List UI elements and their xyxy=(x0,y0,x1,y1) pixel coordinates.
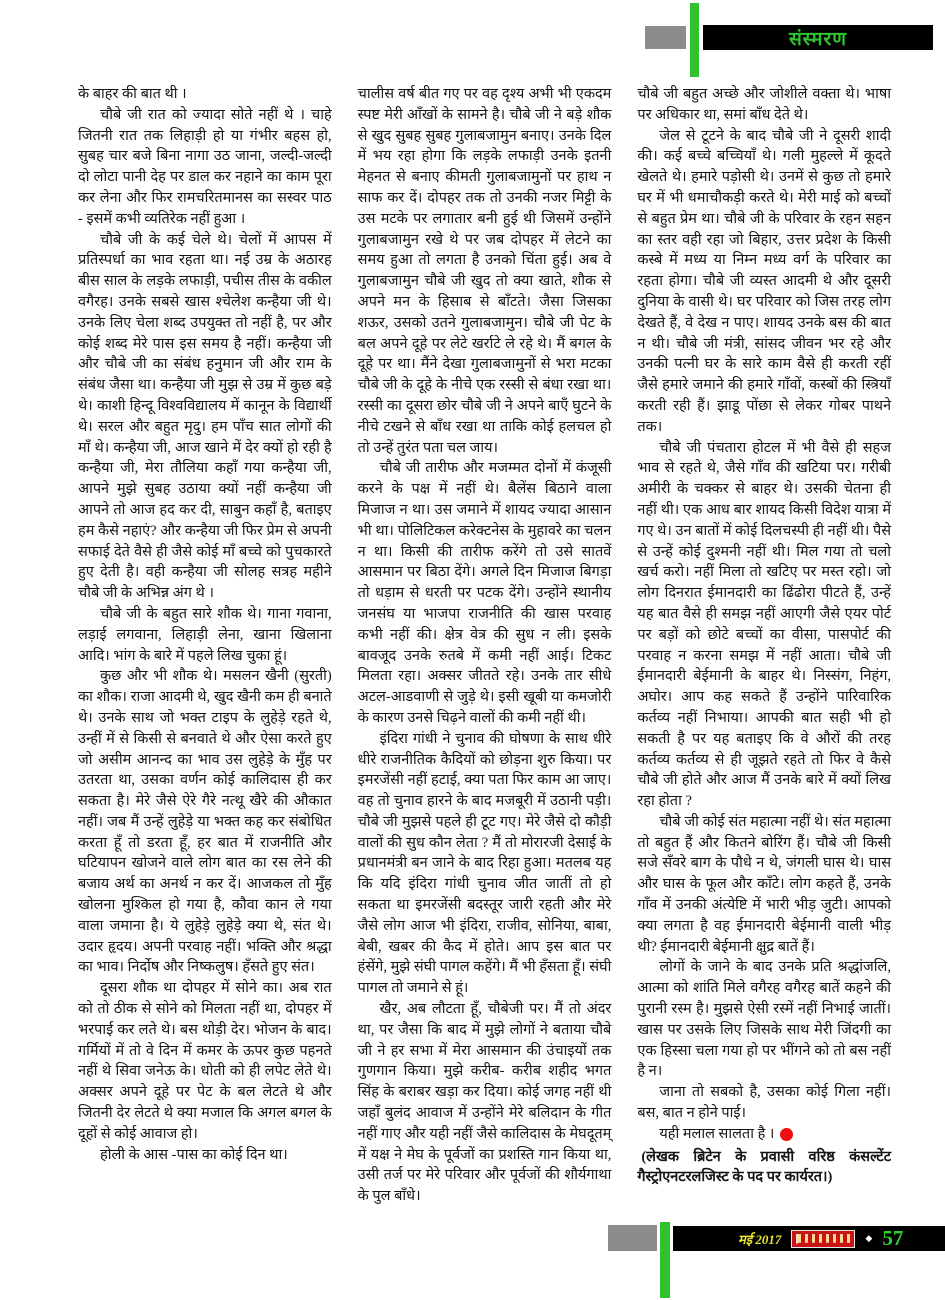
header-gray-block xyxy=(645,26,686,49)
page-number: 57 xyxy=(882,1226,904,1250)
issue-date: मई 2017 xyxy=(738,1231,782,1247)
paragraph: चौबे जी पंचतारा होटल में भी वैसे ही सहज भाव से रहते थे, जैसे गाँव की खटिया पर। गरीबी अमीरी के चक्कर से बाहर थे। उसकी चेतना ही नहीं थी। एक आध बार शायद किसी विदेश यात्रा में गए थे। उन बातों में कोई दिलचस्पी ही नहीं थी। पैसे से उन्हें कोई दुश्मनी नहीं थी। मिल गया तो चलो खर्च करो। नहीं मिला तो खटिए पर मस्त रहो। जो लोग दिनरात ईमानदारी का ढिंढोरा पीटते हैं, उन्हें यह बात वैसे ही समझ नहीं आएगी जैसे एयर पोर्ट पर बड़ों को छोटे बच्चों का वीसा, पासपोर्ट की परवाह न करना समझ में नहीं आता। चौबे जी ईमानदारी बेईमानी के बाहर थे। निस्संग, निहंग, अघोर। आप कह सकते हैं उन्होंने पारिवारिक कर्तव्य नहीं निभाया। आपकी बात सही भी हो सकती है पर यह बताइए कि वे औरों की तरह कर्तव्य कर्तव्य से ही जूझते रहते तो फिर वे कैसे चौबे जी होते और आज मैं उनके बारे में क्यों लिख रहा होता ? xyxy=(637,439,892,810)
diamond-separator-icon: ◆ xyxy=(865,1233,873,1243)
paragraph: चौबे जी के कई चेले थे। चेलों में आपस में प्रतिस्पर्धा का भाव रहता था। नई उम्र के अठारह बीस साल के लड़के लफाड़ी, पचीस तीस के वकील वगैरह। उनके सबसे खास श्चेलेश कन्हैया जी थे। उनके लिए चेला शब्द उपयुक्त तो नहीं है, पर और कोई शब्द मेरे पास इस समय है नहीं। कन्हैया जी और चौबे जी का संबंध हनुमान जी और राम के संबंध जैसा था। कन्हैया जी मुझ से उम्र में कुछ बड़े थे। काशी हिन्दू विश्वविद्यालय में कानून के विद्यार्थी थे। सरल और बहुत मृदु। हम पाँच सात लोगों की माँ थे। कन्हैया जी, आज खाने में देर क्यों हो रही है कन्हैया जी, मेरा तौलिया कहाँ गया कन्हैया जी, आपने मुझे सुबह उठाया क्यों नहीं कन्हैया जी आपने तो आज हद कर दी, साबुन कहाँ है, बताइए हम कैसे नहाएं? और कन्हैया जी फिर प्रेम से अपनी सफाई देते वैसे ही जैसे कोई माँ बच्चे को पुचकारते हुए देती है। वही कन्हैया जी सोलह सत्रह महीने चौबे जी के अभिन्न अंग थे । xyxy=(78,231,332,602)
paragraph: चौबे जी रात को ज्यादा सोते नहीं थे । चाहे जितनी रात तक लिहाड़ी हो या गंभीर बहस हो, सुबह चार बजे बिना नागा उठ जाना, जल्दी-जल्दी दो लोटा पानी देह पर डाल कर नहाने का काम पूरा कर लेना और फिर रामचरितमानस का सस्वर पाठ - इसमें कभी व्यतिरेक नहीं हुआ । xyxy=(78,106,332,227)
paragraph: कुछ और भी शौक थे। मसलन खैनी (सुरती) का शौक। राजा आदमी थे, खुद खैनी कम ही बनाते थे। उनके साथ जो भक्त टाइप के लुहेड़े रहते थे, उन्हीं में से किसी से बनवाते थे और ऐसा करते हुए जो असीम आनन्द का भाव उस लुहेड़े के मुँह पर उतरता था, उसका वर्णन कोई कालिदास ही कर सकता है। मेरे जैसे ऐरे गैरे नत्थू खैरे की औकात नहीं। जब मैं उन्हें लुहेड़े या भक्त कह कर संबोधित करता हूँ तो डरता हूँ, हर बात में राजनीति और घटियापन खोजने वाले लोग बात का रस लेने की बजाय अर्थ का अनर्थ न कर दें। आजकल तो मुँह खोलना मुश्किल हो गया है, कौवा कान ले गया वाला जमाना है। ये लुहेड़े लुहेड़े क्या थे, संत थे। उदार हृदय। अपनी परवाह नहीं। भक्ति और श्रद्धा का भाव। निर्दोष और निष्कलुष। हँसते हुए संत। xyxy=(78,668,332,976)
column-2 xyxy=(358,84,612,1224)
end-marker-dot xyxy=(780,1128,793,1141)
paragraph: चौबे जी तारीफ और मजम्मत दोनों में कंजूसी करने के पक्ष में नहीं थे। बैलेंस बिठाने वाला मिजाज न था। उस जमाने में शायद ज्यादा आसान भी था। पोलिटिकल करेक्टनेस के मुहावरे का चलन न था। किसी की तारीफ करेंगे तो उसे सातवें आसमान पर बिठा देंगे। अगले दिन मिजाज बिगड़ा तो धड़ाम से धरती पर पटक देंगे। उन्होंने स्थानीय जनसंघ या भाजपा राजनीति की खास परवाह कभी नहीं की। क्षेत्र वेत्र की सुध न ली। इसके बावजूद उनके रुतबे में कमी नहीं आई। टिकट मिलता रहा। अक्सर जीतते रहे। उनके तार सीधे अटल-आडवाणी से जुड़े थे। इसी खूबी या कमजोरी के कारण उनसे चिढ़ने वालों की कमी नहीं थी। xyxy=(357,460,612,726)
footer-gray-block xyxy=(608,1225,657,1251)
article-body xyxy=(78,84,891,1224)
paragraph: चौबे जी कोई संत महात्मा नहीं थे। संत महात्मा तो बहुत हैं और कितने बोरिंग हैं। चौबे जी किसी सजे सँवरे बाग के पौधे न थे, जंगली घास थे। घास और घास के फूल और काँटे। लोग कहते हैं, उनके गाँव में उनकी अंत्येष्टि में भारी भीड़ जुटी। आपको क्या लगता है वह ईमानदारी बेईमानी वाली भीड़ थी? ईमानदारी बेईमानी क्षुद्र बातें हैं। xyxy=(637,813,892,955)
paragraph: जेल से टूटने के बाद चौबे जी ने दूसरी शादी की। कई बच्चे बच्चियाँ थे। गली मुहल्ले में कूदते खेलते थे। हमारे पड़ोसी थे। उनमें से कुछ तो हमारे घर में भी धमाचौकड़ी करते थे। मेरी माई को बच्चों से बहुत प्रेम था। चौबे जी के परिवार के रहन सहन का स्तर वही रहा जो बिहार, उत्तर प्रदेश के किसी कस्बे में मध्य या निम्न मध्य वर्ग के परिवार का रहता होगा। चौबे जी व्यस्त आदमी थे और दूसरी दुनिया के वासी थे। घर परिवार को जिस तरह लोग देखते हैं, वे देख न पाए। शायद उनके बस की बात न थी। चौबे जी मंत्री, सांसद जीवन भर रहे और उनकी पत्नी घर के सारे काम वैसे ही करती रहीं जैसे हमारे जमाने की हमारे गाँवों, कस्बों की स्त्रियाँ करती रही हैं। झाडू पोंछा से लेकर गोबर पाथने तक। xyxy=(637,127,892,435)
section-title: संस्मरण xyxy=(788,28,848,50)
author-credit: (लेखक ब्रिटेन के प्रवासी वरिष्ठ कंसल्टेंट गैस्ट्रोएनटरलजिस्ट के पद पर कार्यरत।) xyxy=(637,1148,892,1186)
paragraph: जाना तो सबको है, उसका कोई गिला नहीं। बस, बात न होने पाई। xyxy=(637,1084,892,1122)
paragraph: चौबे जी के बहुत सारे शौक थे। गाना गवाना, लड़ाई लगवाना, लिहाड़ी लेना, खाना खिलाना आदि। भांग के बारे में पहले लिख चुका हूं। xyxy=(78,605,332,664)
paragraph: इंदिरा गांधी ने चुनाव की घोषणा के साथ धीरे धीरे राजनीतिक कैदियों को छोड़ना शुरु किया। पर इमरजेंसी नहीं हटाई, क्या पता फिर काम आ जाए। वह तो चुनाव हारने के बाद मजबूरी में उठानी पड़ी। चौबे जी मुझसे पहले ही टूट गए। मेरे जैसे दो कौड़ी वालों की सुध कौन लेता ? मैं तो मोरारजी देसाई के प्रधानमंत्री बन जाने के बाद रिहा हुआ। मतलब यह कि यदि इंदिरा गांधी चुनाव जीत जातीं तो हो सकता था इमरजेंसी बदस्तूर जारी रहती और मेरे जैसे लोग आज भी इंदिरा, राजीव, सोनिया, बाबा, बेबी, खबर की कैद में होते। आप इस बात पर हंसेंगे, मुझे संघी पागल कहेंगे। मैं भी हँसता हूँ। संघी पागल तो जमाने से हूं। xyxy=(357,730,612,997)
section-title-box xyxy=(703,25,933,50)
magazine-logo xyxy=(791,1230,855,1248)
paragraph: के बाहर की बात थी । xyxy=(78,86,187,102)
header-green-bar xyxy=(690,3,699,77)
closing-paragraph xyxy=(637,1124,891,1145)
footer-green-bar xyxy=(660,1222,670,1298)
column-3 xyxy=(637,84,891,1224)
paragraph: लोगों के जाने के बाद उनके प्रति श्रद्धांजलि, आत्मा को शांति मिले वगैरह वगैरह बातें कहने की पुरानी रस्म है। मुझसे ऐसी रस्में नहीं निभाई जातीं। खास पर उसके लिए जिसके साथ मेरी जिंदगी का एक हिस्सा चला गया हो पर भींगने को तो बस नहीं है न। xyxy=(637,959,892,1080)
closing-text: यही मलाल सालता है । xyxy=(659,1125,775,1142)
paragraph: होली के आस -पास का कोई दिन था। xyxy=(100,1146,288,1163)
footer-bar xyxy=(673,1226,945,1251)
paragraph: चालीस वर्ष बीत गए पर वह दृश्य अभी भी एकदम स्पष्ट मेरी आँखों के सामने है। चौबे जी ने बड़े शौक से खुद सुबह सुबह गुलाबजामुन बनाए। उनके दिल में भय रहा होगा कि लड़के लफाड़ी उनके इतनी मेहनत से बनाए कीमती गुलाबजामुनों पर हाथ न साफ कर दें। दोपहर तक तो उनकी नजर मिट्टी के उस मटके पर लगातार बनी हुई थी जिसमें उन्होंने गुलाबजामुन रखे थे पर जब दोपहर में लेटने का समय हुआ तो लगता है उनको चिंता हुई। अब वे गुलाबजामुन चौबे जी खुद तो क्या खाते, शौक से अपने मन के हिसाब से बाँटते। जैसा जिसका शऊर, उसको उतने गुलाबजामुन। चौबे जी पेट के बल अपने दूहे पर लेटे खर्राटे ले रहे थे। मैं बगल के दूहे पर था। मैंने देखा गुलाबजामुनों से भरा मटका चौबे जी के दूहे के नीचे एक रस्सी से बंधा रखा था। रस्सी का दूसरा छोर चौबे जी ने अपने बाएँ घुटने के नीचे टखने से बाँध रखा था ताकि कोई हलचल हो तो उन्हें तुरंत पता चल जाय। xyxy=(357,86,612,456)
paragraph: खैर, अब लौटता हूँ, चौबेजी पर। मैं तो अंदर था, पर जैसा कि बाद में मुझे लोगों ने बताया चौबे जी ने हर सभा में मेरा आसमान की उंचाइयों तक गुणगान किया। मुझे करीब- करीब शहीद भगत सिंह के बराबर खड़ा कर दिया। कोई जगह नहीं थी जहाँ बुलंद आवाज में उन्होंने मेरे बलिदान के गीत नहीं गाए और यही नहीं जैसे कालिदास के मेघदूतम् में यक्ष ने मेघ के पूर्वजों का प्रशस्ति गान किया था, उसी तर्ज पर मेरे परिवार और पूर्वजों की शौर्यगाथा के पुल बाँधे। xyxy=(357,1001,612,1205)
paragraph: चौबे जी बहुत अच्छे और जोशीले वक्ता थे। भाषा पर अधिकार था, समां बाँध देते थे। xyxy=(637,86,892,123)
paragraph: दूसरा शौक था दोपहर में सोने का। अब रात को तो ठीक से सोने को मिलता नहीं था, दोपहर में भरपाई कर लते थे। बस थोड़ी देर। भोजन के बाद। गर्मियों में तो वे दिन में कमर के ऊपर कुछ पहनते नहीं थे सिवा जनेऊ के। धोती को ही लपेट लेते थे। अक्सर अपने दूहे पर पेट के बल लेटते थे और जितनी देर लेटते थे क्या मजाल कि अगल बगल के दूहों से कोई आवाज हो। xyxy=(78,980,332,1142)
column-1 xyxy=(78,84,332,1224)
